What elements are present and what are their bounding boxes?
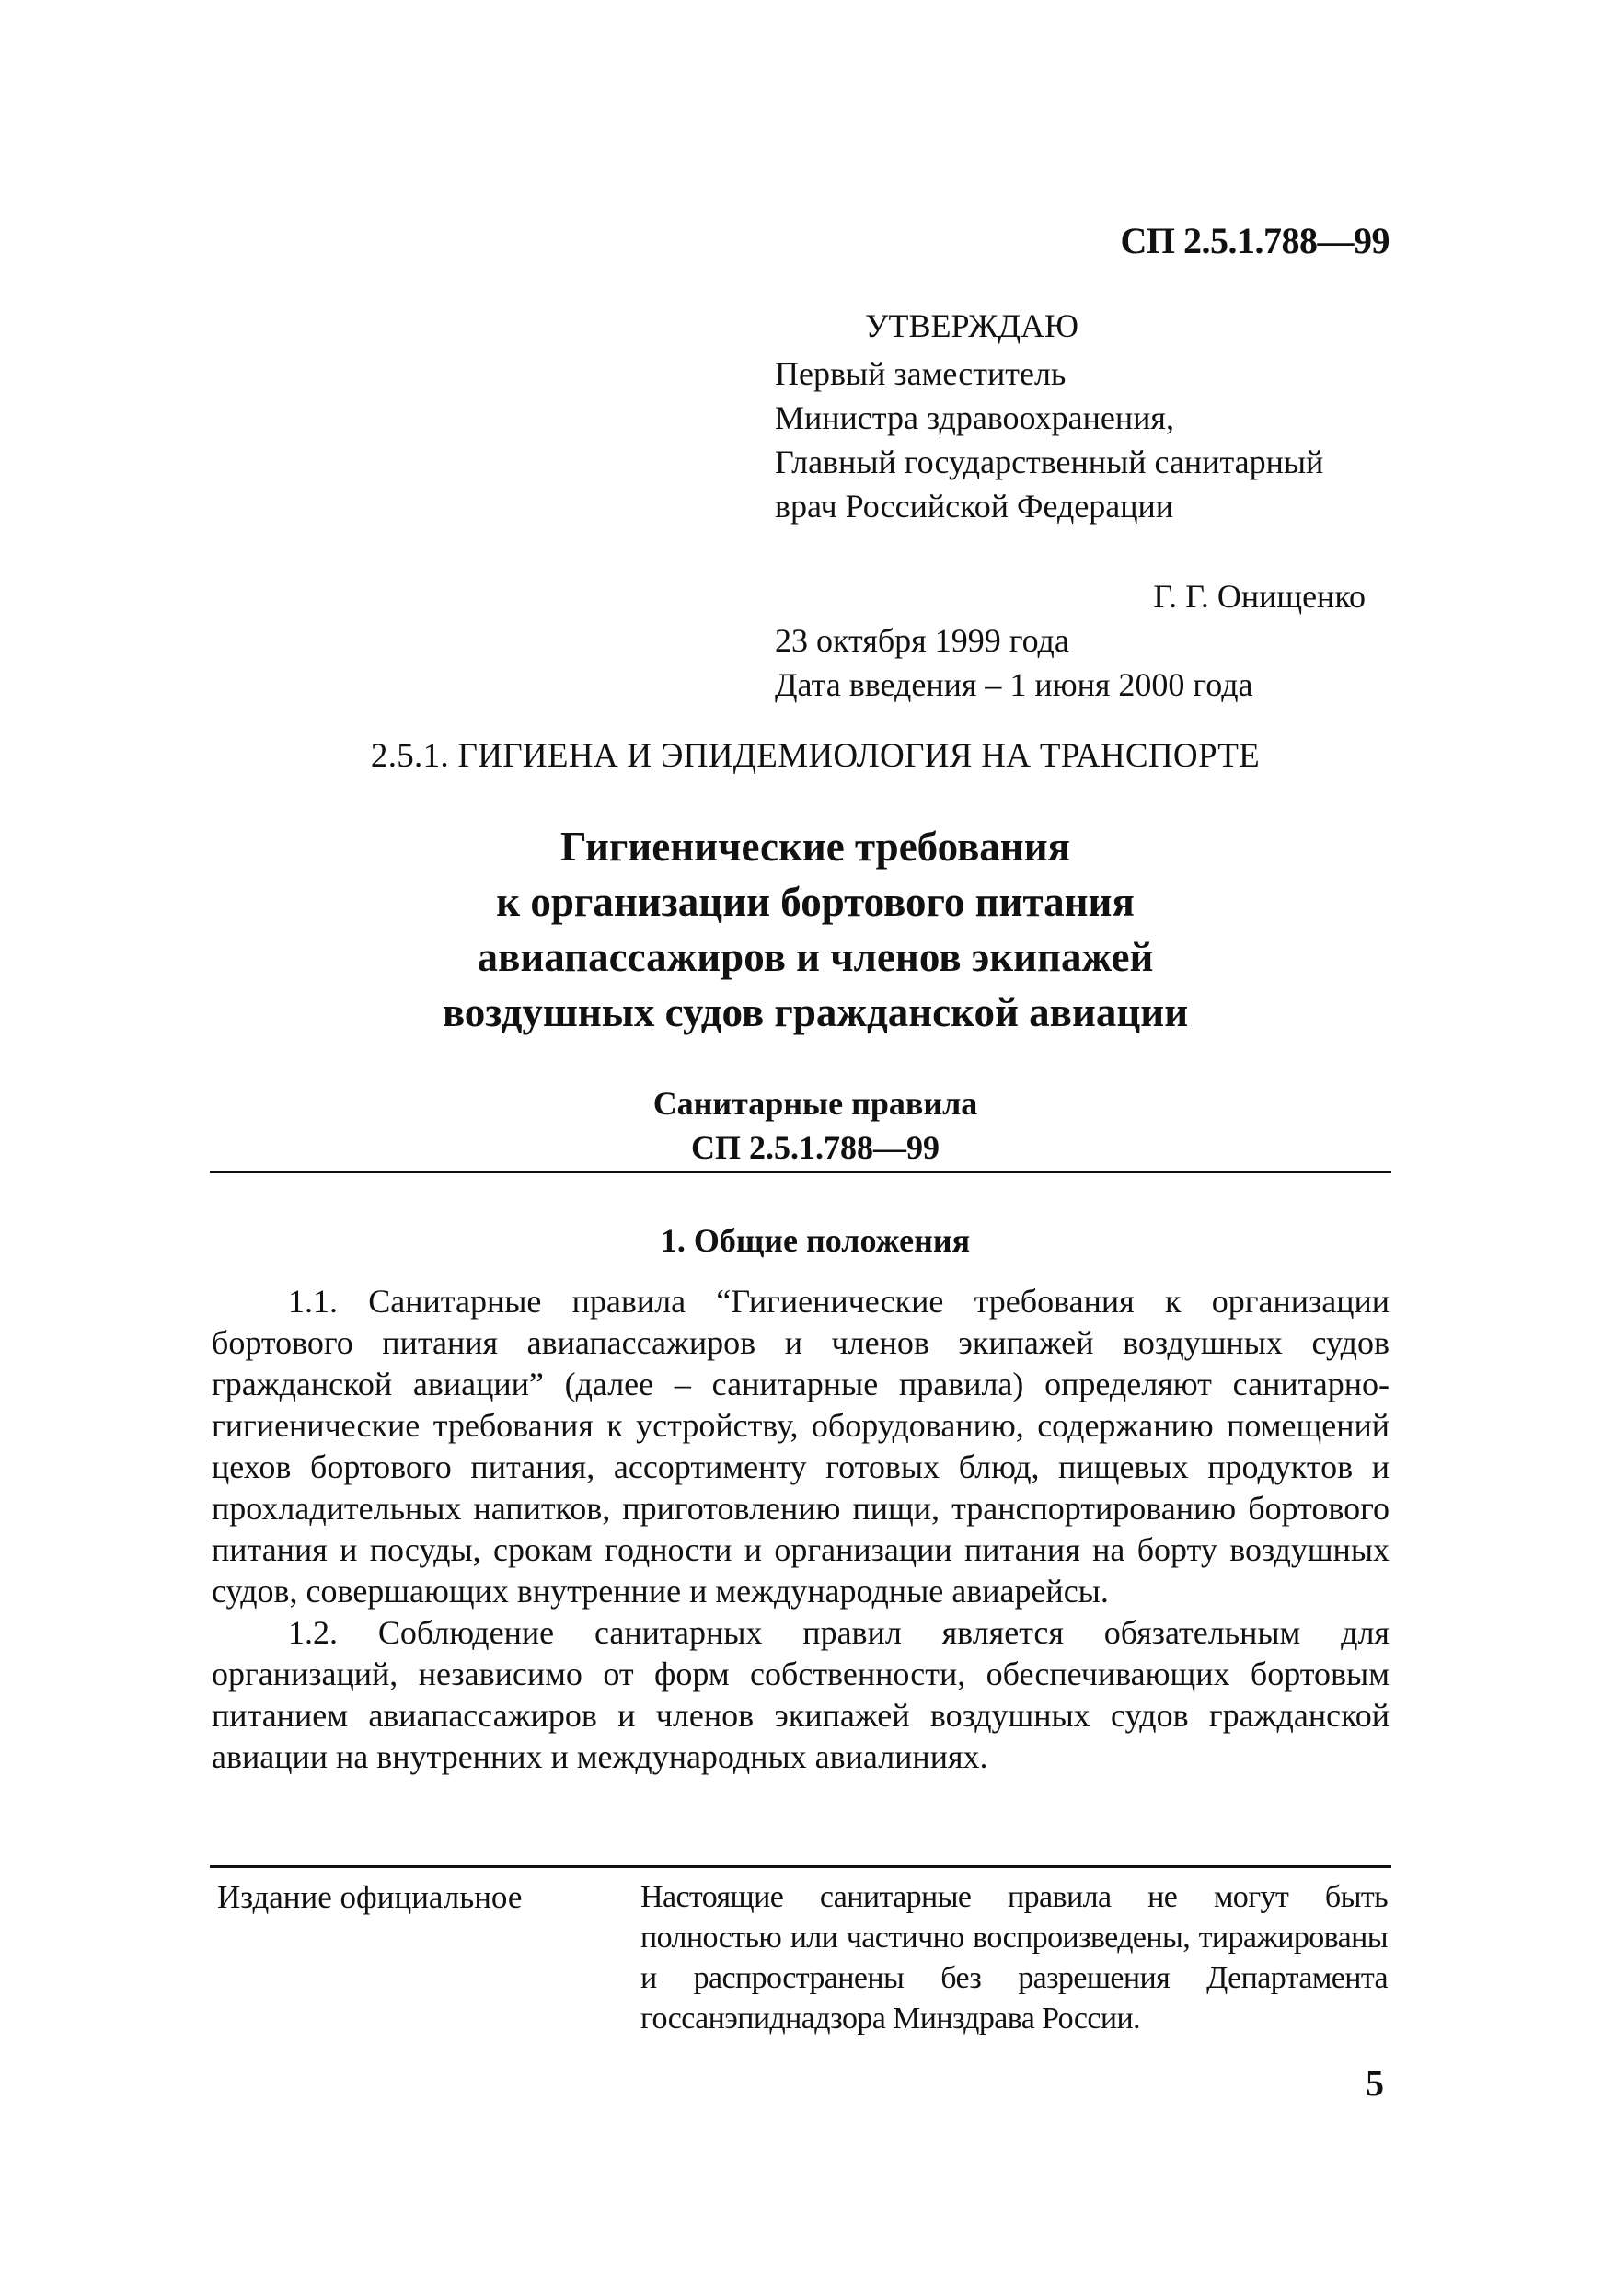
document-title-line: воздушных судов гражданской авиации (442, 989, 1189, 1035)
approver-position-line: Министра здравоохранения, (775, 399, 1174, 436)
document-code-header: СП 2.5.1.788—99 (1120, 220, 1390, 261)
rules-label: Санитарные правила (652, 1085, 978, 1122)
rules-designation (0, 1081, 1603, 1170)
rules-code: СП 2.5.1.788—99 (691, 1129, 940, 1166)
general-section-heading: 1. Общие положения (660, 1222, 971, 1259)
approver-position-line: Первый заместитель (775, 355, 1067, 392)
approver-position-line: врач Российской Федерации (775, 488, 1174, 525)
document-title-line: Гигиенические требования (560, 824, 1070, 870)
document-title-line: авиапассажиров и членов экипажей (477, 934, 1154, 980)
approval-date: 23 октября 1999 года (775, 622, 1069, 659)
divider-top (210, 1171, 1391, 1173)
document-title (0, 819, 1603, 1040)
signatory-name: Г. Г. Онищенко (1153, 578, 1366, 615)
approval-block (775, 304, 1373, 707)
document-title-line: к организации бортового питания (496, 879, 1135, 925)
edition-label: Издание официальное (217, 1879, 523, 1915)
section-heading: 2.5.1. ГИГИЕНА И ЭПИДЕМИОЛОГИЯ НА ТРАНСПОРТЕ (370, 737, 1261, 775)
paragraph: 1.1. Санитарные правила “Гигиенические требования к организации бортового питания авиапассажиров и членов экипажей воздушных судов гражданской авиации” (далее – санитарные правила) определяют санитарно-гигиенические требования к устройству, оборудованию, содержанию помещений цехов бортового питания, ассортименту готовых блюд, пищевых продуктов и прохладительных напитков, приготовлению пищи, транспортированию бортового питания и посуды, срокам годности и организации питания на борту воздушных судов, совершающих внутренние и международные авиарейсы. (212, 1283, 1390, 1610)
approver-position-line: Главный государственный санитарный (775, 444, 1324, 480)
page-number: 5 (1366, 2062, 1384, 2104)
approve-word: УТВЕРЖДАЮ (865, 307, 1079, 344)
divider-bottom (210, 1865, 1391, 1868)
effective-date: Дата введения – 1 июня 2000 года (775, 666, 1253, 703)
copyright-notice: Настоящие санитарные правила не могут быть полностью или частично воспроизведены, тиражированы и распространены без разрешения Департамента госсанэпиднадзора Минздрава России. (640, 1880, 1388, 2036)
general-section-body (212, 1281, 1390, 1778)
paragraph: 1.2. Соблюдение санитарных правил является обязательным для организаций, независимо от форм собственности, обеспечивающих бортовым питанием авиапассажиров и членов экипажей воздушных судов гражданской авиации на внутренних и международных авиалиниях. (212, 1614, 1390, 1775)
